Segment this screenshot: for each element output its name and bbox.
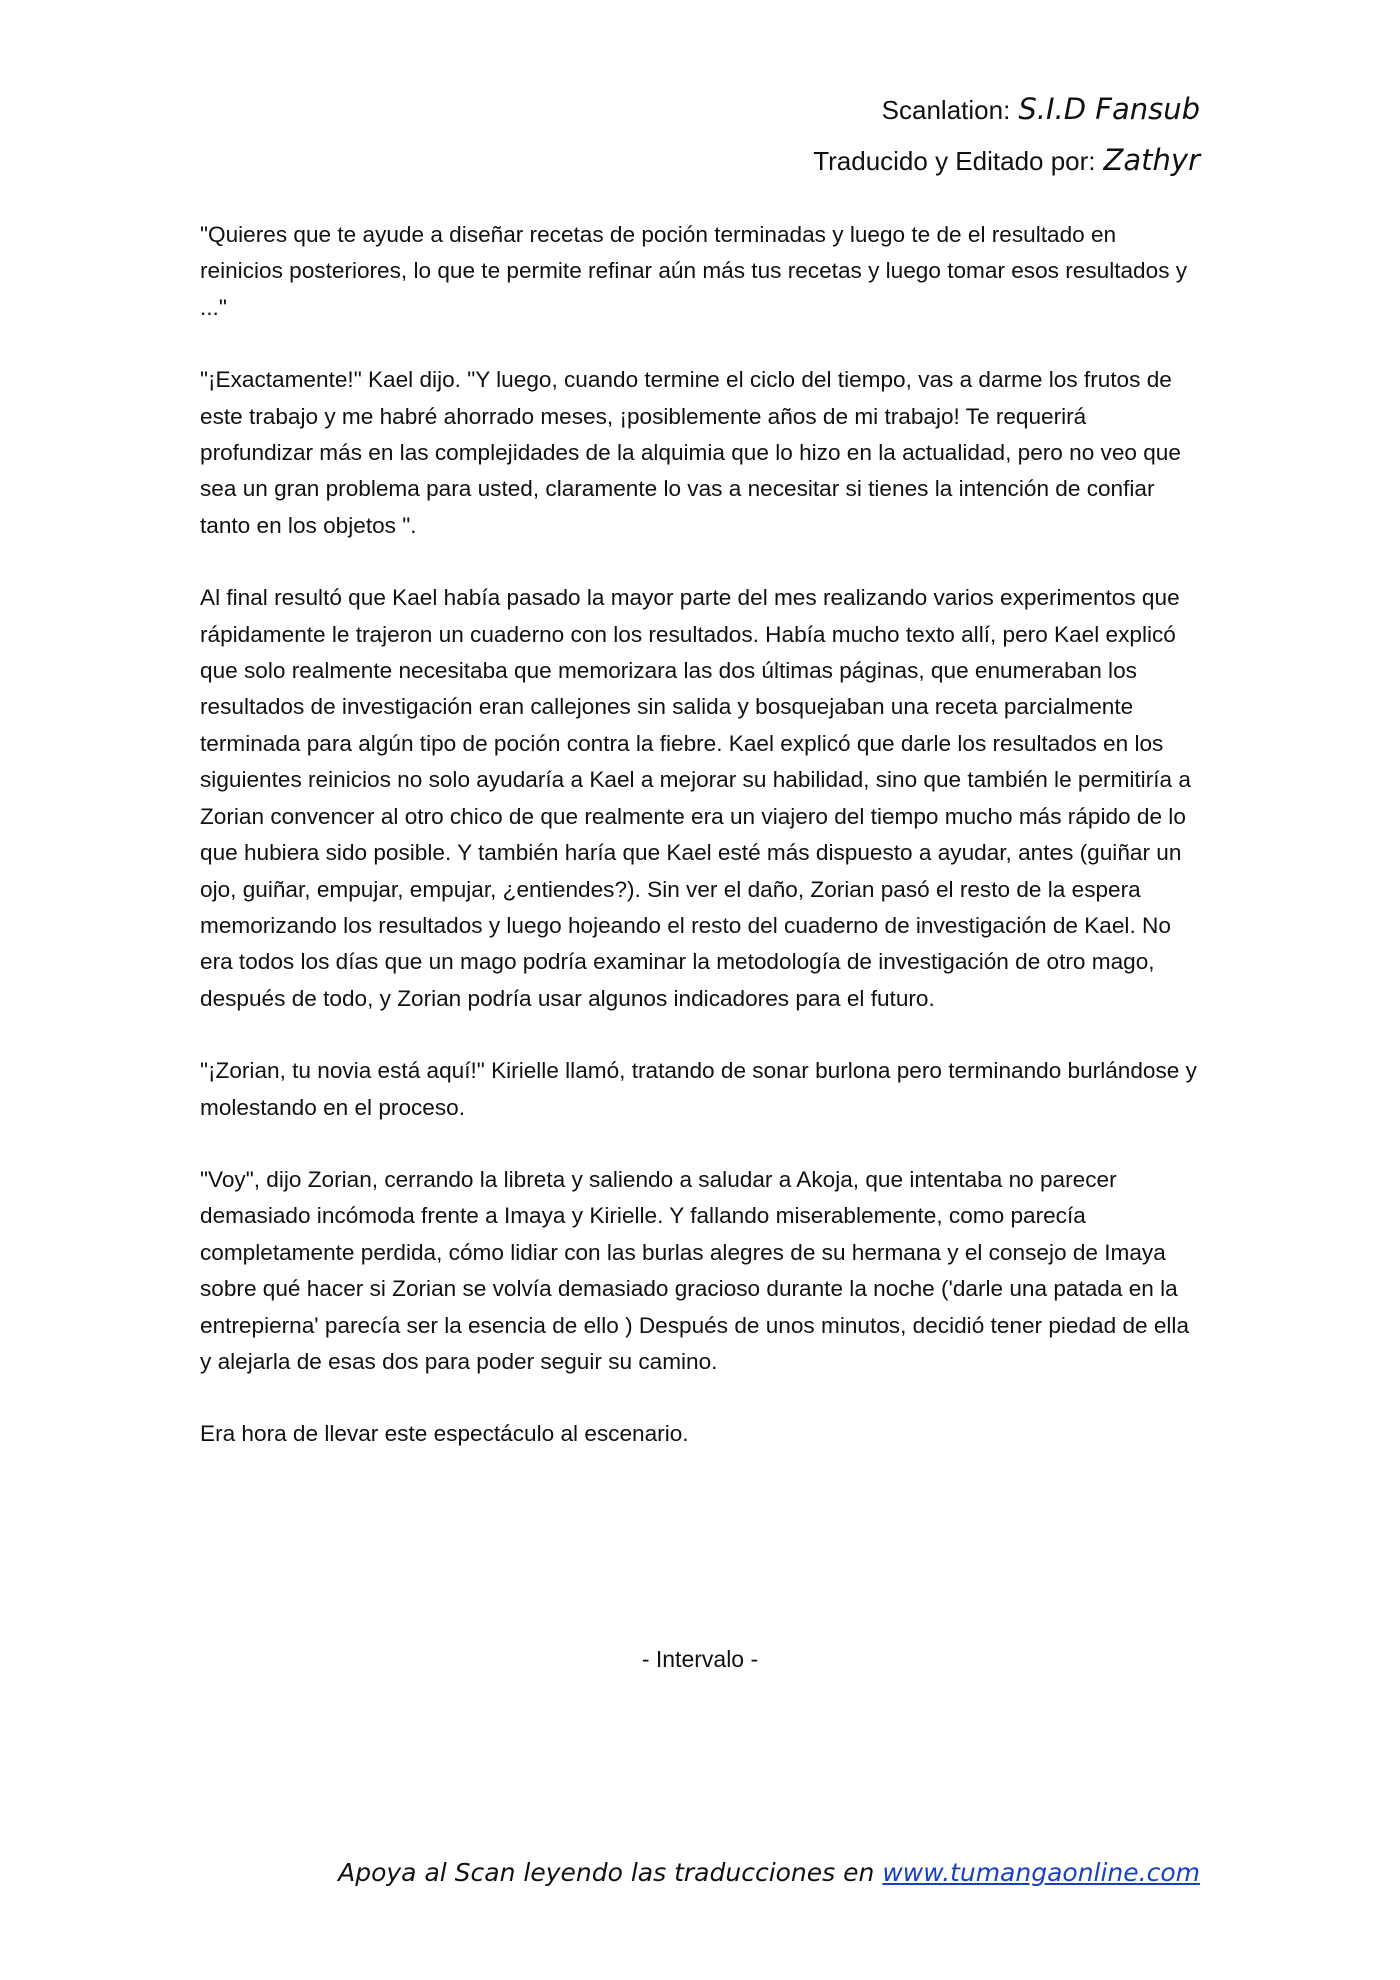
paragraph: Era hora de llevar este espectáculo al escenario.: [200, 1421, 689, 1447]
translator-label: Traducido y Editado por:: [813, 146, 1096, 176]
scanlation-label: Scanlation:: [881, 95, 1011, 125]
footer-note: [338, 1858, 1200, 1887]
translator-credit: [813, 135, 1200, 186]
translator-name: Zathyr: [1103, 143, 1200, 177]
paragraph: "¡Exactamente!" Kael dijo. "Y luego, cuando termine el ciclo del tiempo, vas a darme los frutos de este trabajo y me habré ahorrado meses, ¡posiblemente años de mi trabajo! Te requerirá profundizar más en las complejidades de la alquimia que lo hizo en la actualidad, pero no veo que sea un gran problema para usted, claramente lo vas a necesitar si tienes la intención de confiar tanto en los objetos ".: [200, 367, 1181, 538]
paragraph: "Quieres que te ayude a diseñar recetas de poción terminadas y luego te de el resultado en reinicios posteriores, lo que te permite refinar aún más tus recetas y luego tomar esos resultados y ...": [200, 222, 1188, 320]
credits-header: [813, 84, 1200, 186]
paragraph: "Voy", dijo Zorian, cerrando la libreta y saliendo a saludar a Akoja, que intentaba no parecer demasiado incómoda frente a Imaya y Kirielle. Y fallando miserablemente, como parecía completamente perdida, cómo lidiar con las burlas alegres de su hermana y el consejo de Imaya sobre qué hacer si Zorian se volvía demasiado gracioso durante la noche ('darle una patada en la entrepierna' parecía ser la esencia de ello ) Después de unos minutos, decidió tener piedad de ella y alejarla de esas dos para poder seguir su camino.: [200, 1166, 1190, 1374]
story-body: [200, 217, 1200, 1489]
website-link[interactable]: www.tumangaonline.com: [882, 1858, 1200, 1887]
scanlation-name: S.I.D Fansub: [1018, 92, 1200, 126]
paragraph: "¡Zorian, tu novia está aquí!" Kirielle llamó, tratando de sonar burlona pero terminando burlándose y molestando en el proceso.: [200, 1058, 1197, 1120]
paragraph: Al final resultó que Kael había pasado la mayor parte del mes realizando varios experimentos que rápidamente le trajeron un cuaderno con los resultados. Había mucho texto allí, pero Kael explicó que solo realmente necesitaba que memorizara las dos últimas páginas, que enumeraban los resultados de investigación eran callejones sin salida y bosquejaban una receta parcialmente terminada para algún tipo de poción contra la fiebre. Kael explicó que darle los resultados en los siguientes reinicios no solo ayudaría a Kael a mejorar su habilidad, sino que también le permitiría a Zorian convencer al otro chico de que realmente era un viajero del tiempo mucho más rápido de lo que hubiera sido posible. Y también haría que Kael esté más dispuesto a ayudar, antes (guiñar un ojo, guiñar, empujar, empujar, ¿entiendes?). Sin ver el daño, Zorian pasó el resto de la espera memorizando los resultados y luego hojeando el resto del cuaderno de investigación de Kael. No era todos los días que un mago podría examinar la metodología de investigación de otro mago, después de todo, y Zorian podría usar algunos indicadores para el futuro.: [200, 585, 1191, 1011]
section-break: - Intervalo -: [641, 1646, 759, 1672]
footer-text: Apoya al Scan leyendo las traducciones en: [338, 1858, 875, 1887]
scanlation-credit: [813, 84, 1200, 135]
